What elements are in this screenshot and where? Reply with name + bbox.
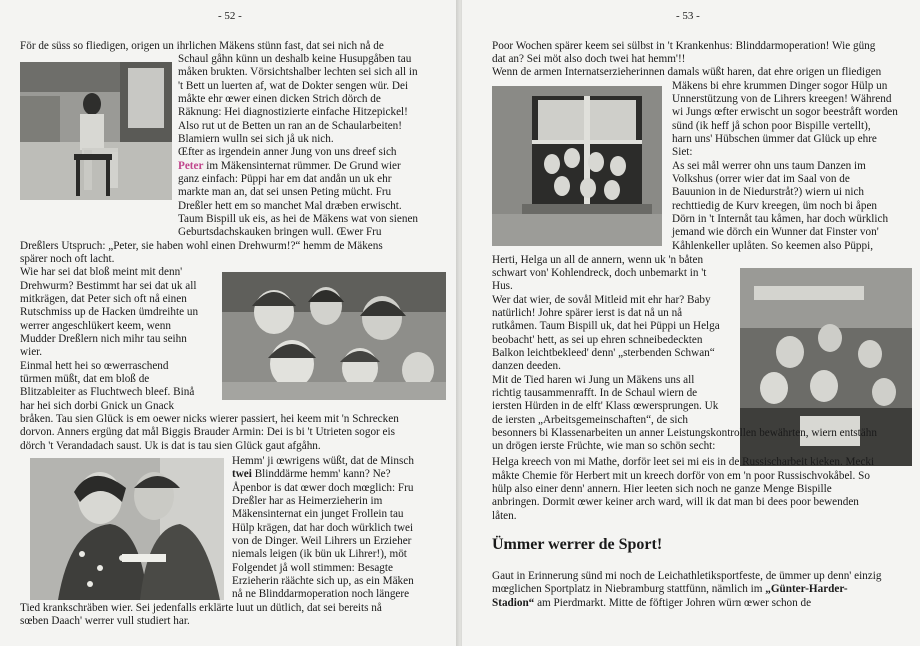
photo-girls-at-window	[492, 86, 662, 246]
text-line: För de süss so fliedigen, origen un ihrlichen Mäkens stünn fast, dat sei nich nå de	[20, 40, 384, 52]
text-line: mœglichen Sportplatz in Niebramburg stattfünn, nämlich im „Günter-Harder-	[492, 583, 848, 595]
text-line: måken brukten. Vörsichtshalber lechten sei sich all in	[178, 66, 418, 78]
text-line: Mudder Dreßlern nich mihr tau seihn	[20, 333, 187, 345]
text-line: dörch 't Verandadach saust. Uk is dat is tau sien Glück gaut afgåhn.	[20, 440, 321, 452]
photo-man-on-chair	[20, 62, 172, 200]
text-line: von de Dinger. Weil Lihrers un Erzieher	[232, 535, 412, 547]
text-line: sünd (ik heff jå schon poor Bispille vertellt),	[672, 120, 871, 132]
text-line: måkte ehr œwer einen dicken Strich dörch de	[178, 93, 381, 105]
text-line: Schaul gåhn künn un deshalb keine Husupgåben tau	[178, 53, 412, 65]
text-line: låten.	[492, 510, 517, 522]
text-line: de iersten „Arbeitsgemeinschaften“, de sich	[492, 414, 689, 426]
text-line: Mäkensinternat ein junget Frollein tau	[232, 508, 404, 520]
page-number: - 52 -	[218, 10, 242, 22]
text-line: sœben Daach' werrer vull studiert har.	[20, 615, 190, 627]
text-line: As sei mål werrer ohn uns taum Danzen im	[672, 160, 866, 172]
section-heading: Ümmer werrer de Sport!	[492, 536, 663, 553]
text-line: har hei sich dorbi Gnick un Gnack	[20, 400, 175, 412]
text-line: werrer angeschlükert keem, wenn	[20, 320, 171, 332]
text-line: Siet:	[672, 146, 693, 158]
photo-two-women	[30, 458, 224, 600]
text-line: beobacht' hett, as sei up ehren schneibedeckten	[492, 334, 703, 346]
text-line: dorvon. Anners ergüng dat mål Biggis Brauder Armin: Dei is bi 't Utrieten sogor eis	[20, 426, 395, 438]
text-line: måkte Chemie för Herbert mit un kreech dorför von em 'n poor Russischvokåbel. So	[492, 470, 870, 482]
text-line: Hus.	[492, 280, 513, 292]
text-line: Dörn in 't Internåt tau kåmen, har doch würklich	[672, 213, 889, 225]
text-line: Dreßlers Utspruch: „Peter, sie haben wohl einen Drehwurm!?“ hemm de Mäkens	[20, 240, 383, 252]
text-line: Mäkens bi ehre krummen Dinger sogor Hülp un	[672, 80, 888, 92]
text-line: Peter im Mäkensinternat rümmer. De Grund wier	[178, 160, 401, 172]
text-line: dat an? Sei möt also doch twei hat hemm'!!	[492, 53, 686, 65]
text-line: Wer dat wier, de sovål Mitleid mit ehr har? Baby	[492, 294, 711, 306]
text-line: türmen müßt, dat em bloß de	[20, 373, 150, 385]
word-twei: twei	[232, 468, 252, 480]
stadion-name-2: Stadion“	[492, 597, 535, 609]
page-number: - 53 -	[676, 10, 700, 22]
text-line: rutkåmen. Taum Bispill uk, dat hei Püppi un Helga	[492, 320, 720, 332]
text-line: Tied krankschräben wier. Sei jedenfalls erklärte luut un dütlich, dat sei bereits nå	[20, 602, 382, 614]
text-line: Åpenbor is dat œwer doch mœglich: Fru	[232, 482, 414, 494]
text-line: Œfter as irgendein anner Jung von uns dreef sich	[178, 146, 397, 158]
text-line: markte man an, dat sei unsen Peting mücht. Fru	[178, 186, 392, 198]
text-line: Hemm' ji œwrigens wüßt, dat de Minsch	[232, 455, 414, 467]
text-line: Räknung: Hei diagnostizierte einfache Hitzepickel!	[178, 106, 408, 118]
text-line: besonners bi Klassenarbeiten un anner Leistungskontrollen bewährten, wiern entstähn	[492, 427, 877, 439]
text-line: hülp also einer denn' annern. Hier leeten sich noch ne ganze Menge Bispille	[492, 483, 832, 495]
text-line: niemals leigen (ik bün uk Lihrer!), möt	[232, 548, 407, 560]
text-line: natürlich! Johre spärer ierst is dat nå un nå	[492, 307, 683, 319]
text-line: harn uns' Hübschen ümmer dat Glück up ehre	[672, 133, 877, 145]
text-line: jemand wie dörch ein Wunner dat Finster von'	[672, 226, 879, 238]
text-line: Bauunion in de Niedurstråt?) wiern ui nich	[672, 186, 865, 198]
text-line: Einmal hett hei so œwerraschend	[20, 360, 169, 372]
text-line: Herti, Helga un all de annern, wenn uk 'n båten	[492, 254, 704, 266]
text-line: nå ne Blinddarmoperation noch längere	[232, 588, 410, 600]
text-line: Gaut in Erinnerung sünd mi noch de Leichathletiksportfeste, de ümmer up denn' einzig	[492, 570, 882, 582]
text-line: bråken. Tau sien Glück is em oewer nicks wierer passiert, hei keem mit 'n Schrecken	[20, 413, 399, 425]
text-line: Hülp krägen, dat har doch würklich twei	[232, 522, 414, 534]
text-line: Volkshus (orrer wier dat im Saal von de	[672, 173, 850, 185]
text-line: Poor Wochen spärer keem sei sülbst in 't Krankenhus: Blinddarmoperation! Wie güng	[492, 40, 876, 52]
text-line: Geburtsdachskauken bringen wull. Œwer Fru	[178, 226, 382, 238]
text-line: rechttiedig de Kurv kreegen, üm noch bi åpen	[672, 200, 878, 212]
text-line: Mit de Tied haren wi Jung un Mäkens uns all	[492, 374, 695, 386]
text-line: Folgendet jå woll stimmen: Besagte	[232, 562, 393, 574]
text-line: mitkrägen, dat Peter sich oft nå einen	[20, 293, 187, 305]
text-line: ganz einfach: Püppi har em dat andån un uk ehr	[178, 173, 392, 185]
text-line: Stadion“ am Pierdmarkt. Mitte de föftiger Johren würn œwer schon de	[492, 597, 812, 609]
stadion-name: „Günter-Harder-	[765, 583, 848, 595]
text-line: Taum Bispill uk eis, as hei de Mäkens wat von sienen	[178, 213, 419, 225]
text-line: Unnerstützung von de Lihrers kreegen! Während	[672, 93, 892, 105]
text-line: richtig tausammenrafft. In de Schaul wiern de	[492, 387, 698, 399]
text-line: Wenn de armen Internatserzieherinnen damals wüßt haren, dat ehre origen un fliedigen	[492, 66, 882, 78]
text-line: Dreßler hett em so manchet Mal dræben erwischt.	[178, 200, 402, 212]
text-line: wier.	[20, 346, 43, 358]
photo-group-of-girls	[222, 272, 446, 400]
text-line: Rutschmiss up de Hacken ümdreihte un	[20, 306, 199, 318]
text-line: Erzieherin räächte sich up, as ein Mäken	[232, 575, 414, 587]
text-line: Dreßler har as Heimerzieherin im	[232, 495, 383, 507]
text-line: 't Bett un luerten af, wat de Dokter sengen wür. Dei	[178, 80, 409, 92]
text-line: Blitzableiter as Fluchtwech bleef. Binå	[20, 386, 195, 398]
text-line: wi Jungs œfter erwischt un sogor beestråft worden	[672, 106, 898, 118]
text-line: schwart von' Kohlendreck, doch unbemarkt in 't	[492, 267, 707, 279]
text-line: danzen deeden.	[492, 360, 561, 372]
text-line: un drögen ierste Früchte, wie man so schön secht:	[492, 440, 716, 452]
name-peter: Peter	[178, 160, 204, 172]
text-line: Blamiern wulln sei sich jå uk nich.	[178, 133, 334, 145]
page-right	[462, 0, 920, 646]
text-line: twei Blinddärme hemm' kann? Ne?	[232, 468, 391, 480]
text-line: Balkon leichtbekleed' denn' „sterbenden Schwan“	[492, 347, 715, 359]
text-line: Wie har sei dat bloß meint mit denn'	[20, 266, 183, 278]
text-line: Drehwurm? Bestimmt har sei dat uk all	[20, 280, 197, 292]
text-line: Kåhlenkeller uplåten. So keemen also Püppi,	[672, 240, 874, 252]
text-line: Also rut ut de Betten un ran an de Schaularbeiten!	[178, 120, 402, 132]
text-line: iersten Hürden in de elft' Klass œwersprungen. Uk	[492, 400, 719, 412]
text-line: anbringen. Dormit œwer keiner arch ward, will ik dat man bi dees poor bewenden	[492, 496, 859, 508]
text-line: Helga kreech von mi Mathe, dorför leet sei mi eis in de Russischarbeit kieken. Mecki	[492, 456, 875, 468]
text-line: spärer noch oft lacht.	[20, 253, 115, 265]
page-left	[0, 0, 458, 646]
